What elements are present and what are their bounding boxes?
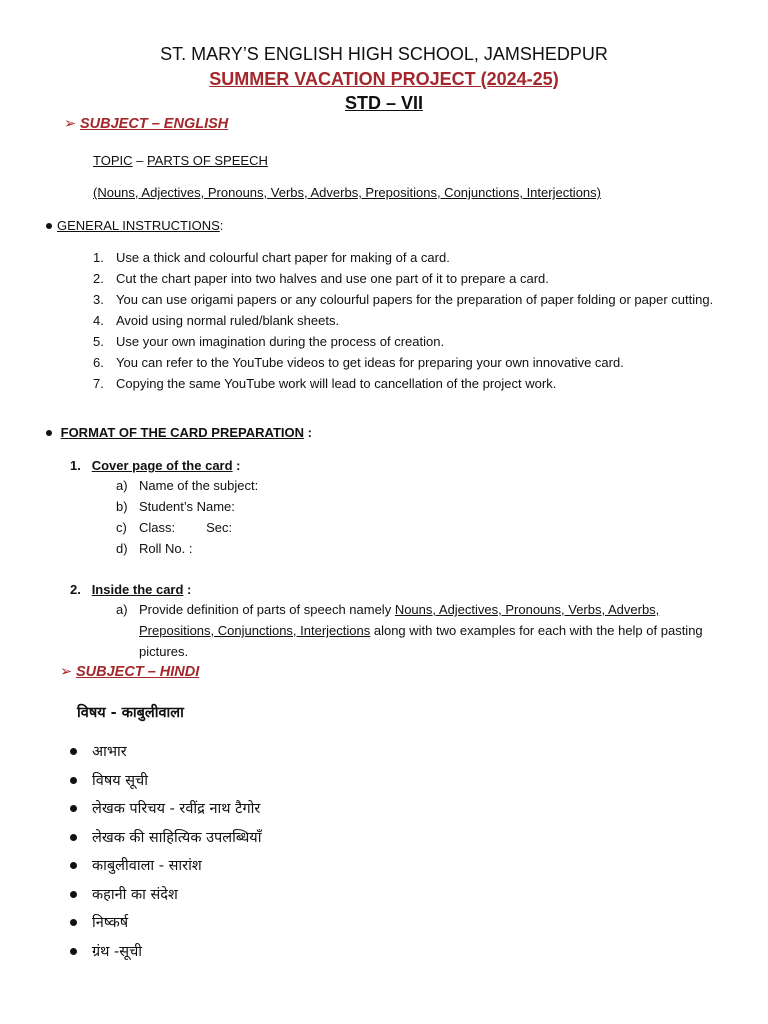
list-item-text: आभार [92,744,127,760]
list-item-text: Class: [139,520,176,535]
topic-parts-list: (Nouns, Adjectives, Pronouns, Verbs, Adverbs, Prepositions, Conjunctions, Interjections) [93,185,601,200]
list-item-text: Use your own imagination during the process of creation. [116,334,445,349]
topic-value: PARTS OF SPEECH [146,153,268,168]
cover-number: 1. [70,458,81,473]
list-number: 3. [93,292,104,307]
topic-line [93,150,268,171]
list-item-text: Name of the subject: [139,478,259,493]
instructions-list [93,247,716,394]
list-item [93,331,716,352]
list-item [93,268,716,289]
subject-hindi-heading [60,664,199,680]
bullet-icon [70,862,77,869]
cover-title: Cover page of the card [91,458,233,473]
list-item [70,912,570,941]
arrow-bullet-icon: ➢ [64,116,77,132]
list-item-text: Roll No. : [139,541,193,556]
list-letter: c) [116,520,127,535]
list-item [116,496,639,517]
subject-english-label: SUBJECT – ENGLISH [80,116,229,132]
list-item-text: कहानी का संदेश [92,886,178,903]
bullet-icon [70,891,77,898]
list-number: 5. [93,334,104,349]
list-number: 1. [93,250,104,265]
inside-text-pre: Provide definition of parts of speech namely [139,602,395,617]
inside-card-heading [70,579,191,600]
list-letter: d) [116,541,128,556]
inside-items-list [116,599,719,662]
bullet-icon [70,805,77,812]
std-label: STD – VII [344,93,424,113]
inside-colon: : [183,582,192,597]
list-item [70,741,570,770]
list-letter: a) [116,602,128,617]
list-letter: b) [116,499,128,514]
list-number: 6. [93,355,104,370]
list-item [93,310,716,331]
list-number: 7. [93,376,104,391]
project-title: SUMMER VACATION PROJECT (2024-25) [209,69,559,89]
list-item [116,599,719,662]
bullet-icon [46,430,52,436]
list-item [70,827,570,856]
inside-text-post: along with two examples for each with the help of pasting pictures. [139,623,703,659]
hindi-topic: विषय - काबुलीवाला [77,705,184,721]
inside-number: 2. [70,582,81,597]
list-item-text: विषय सूची [92,772,148,789]
list-item [70,941,570,970]
parts-of-speech-list: Nouns, Adjectives, Pronouns, Verbs, Adverbs, Prepositions, Conjunctions, Interjections [139,602,660,638]
section-label: Sec: [206,520,233,535]
list-item [70,884,570,913]
bullet-icon [70,748,77,755]
list-item-text: Copying the same YouTube work will lead to cancellation of the project work. [116,376,557,391]
subject-hindi-label: SUBJECT – HINDI [76,664,200,680]
format-colon: : [304,425,312,440]
list-item-text: Cut the chart paper into two halves and use one part of it to prepare a card. [116,271,549,286]
list-letter: a) [116,478,128,493]
bullet-icon [70,919,77,926]
list-item-text: ग्रंथ -सूची [92,943,143,960]
list-item [70,798,570,827]
list-item [93,352,716,373]
inside-title: Inside the card [91,582,184,597]
list-item [116,538,639,559]
list-item [93,289,716,310]
general-instructions-title: GENERAL INSTRUCTIONS [57,218,220,233]
cover-items-list [116,475,639,559]
list-item [116,475,639,496]
list-item-text: लेखक परिचय - रवींद्र नाथ टैगोर [92,801,261,817]
bullet-icon [70,834,77,841]
subject-english-heading [64,116,228,132]
arrow-bullet-icon: ➢ [60,664,73,680]
list-item [70,770,570,799]
list-item [70,855,570,884]
list-item-text: Student’s Name: [139,499,235,514]
list-number: 4. [93,313,104,328]
list-item [93,247,716,268]
format-title: FORMAT OF THE CARD PREPARATION [60,425,305,440]
list-item-text: निष्कर्ष [92,915,129,931]
bullet-icon [70,777,77,784]
cover-page-heading [70,455,241,476]
general-instructions-heading [46,215,223,236]
bullet-icon [70,948,77,955]
topic-separator: – [132,153,147,168]
list-item-text: लेखक की साहित्यिक उपलब्धियाँ [92,829,262,846]
list-item [93,373,716,394]
list-item-text: Use a thick and colourful chart paper for making of a card. [116,250,450,265]
cover-colon: : [232,458,241,473]
format-heading [46,422,312,443]
topic-label: TOPIC [93,153,133,168]
school-name: ST. MARY’S ENGLISH HIGH SCHOOL, JAMSHEDPUR [160,44,608,64]
list-item-text: You can refer to the YouTube videos to get ideas for preparing your own innovative card. [116,355,624,370]
list-item-text: You can use origami papers or any colourful papers for the preparation of paper folding or paper cutting. [116,292,714,307]
list-item [116,517,639,538]
list-number: 2. [93,271,104,286]
list-item-text: काबुलीवाला - सारांश [92,858,202,874]
hindi-items-list [70,741,570,969]
bullet-icon [46,223,52,229]
list-item-text: Avoid using normal ruled/blank sheets. [116,313,340,328]
general-instructions-colon: : [219,218,224,233]
